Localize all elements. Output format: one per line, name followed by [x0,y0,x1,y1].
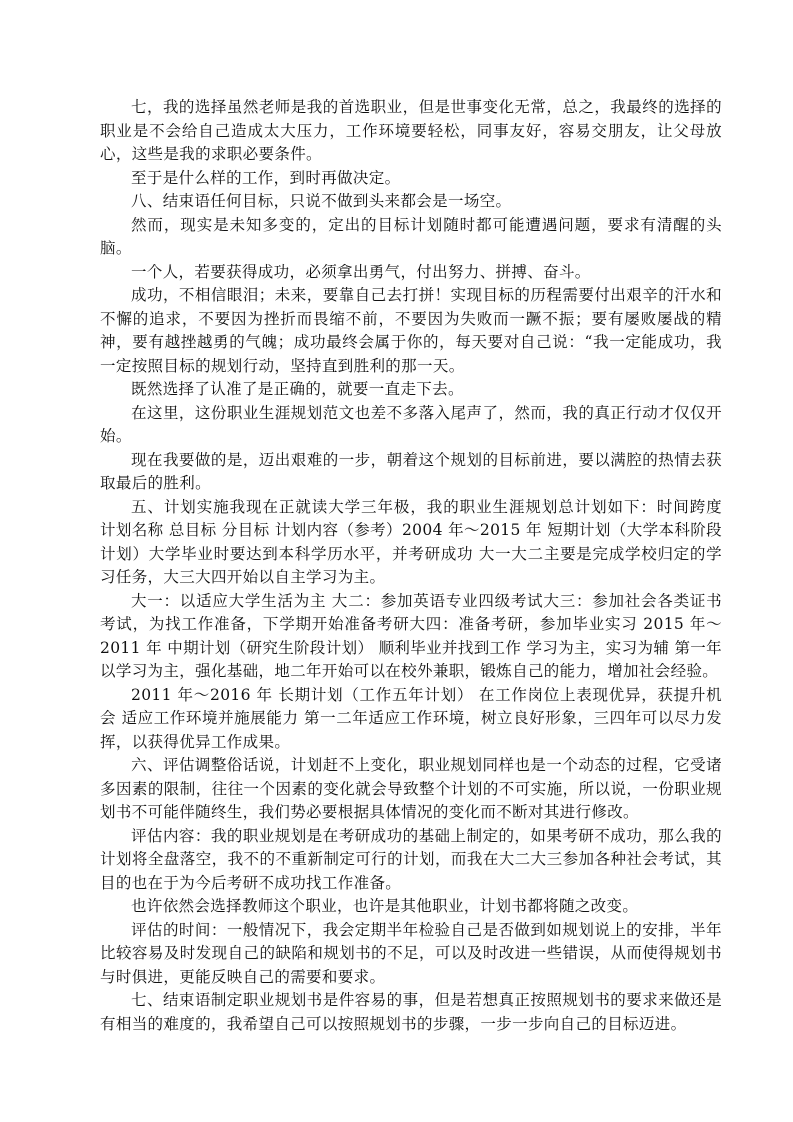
paragraph: 在这里，这份职业生涯规划范文也差不多落入尾声了，然而，我的真正行动才仅仅开始。 [100,403,722,445]
paragraph: 一个人，若要获得成功，必须拿出勇气，付出努力、拼搏、奋斗。 [131,262,591,281]
paragraph: 七，我的选择虽然老师是我的首选职业，但是世事变化无常，总之，我最终的选择的职业是不会给自己造成太大压力，工作环境要轻松，同事友好，容易交朋友，让父母放心，这些是我的求职必要条件。 [100,98,722,163]
paragraph: 六、评估调整俗话说，计划赶不上变化，职业规划同样也是一个动态的过程，它受诸多因素的限制，往往一个因素的变化就会导致整个计划的不可实施，所以说，一份职业规划书不可能伴随终生，我们势必要根据具体情况的变化而不断对其进行修改。 [100,756,722,821]
paragraph: 五、计划实施我现在正就读大学三年极，我的职业生涯规划总计划如下：时间跨度 计划名称 总目标 分目标 计划内容（参考）2004 年～2015 年 短期计划（大学本科阶段计划）大学毕业时要达到本科学历水平，并考研成功 大一大二主要是完成学校归定的学习任务，大三大四开始以自主学习为主。 [100,497,722,586]
document-body [100,96,722,1036]
paragraph: 评估内容：我的职业规划是在考研成功的基础上制定的，如果考研不成功，那么我的计划将全盘落空，我不的不重新制定可行的计划，而我在大二大三参加各种社会考试，其目的也在于为今后考研不成功找工作准备。 [100,826,722,892]
paragraph: 八、结束语任何目标，只说不做到头来都会是一场空。 [131,192,512,210]
paragraph: 大一：以适应大学生活为主 大二：参加英语专业四级考试大三：参加社会各类证书考试，为找工作准备，下学期开始准备考研大四：准备考研，参加毕业实习 2015 年～2011 年 中期计划（研究生阶段计划） 顺利毕业并找到工作 学习为主，实习为辅 第一年以学习为主，强化基础，地二年开始可以在校外兼职，锻炼自己的能力，增加社会经验。 [100,591,722,680]
paragraph: 至于是什么样的工作，到时再做决定。 [131,168,401,187]
paragraph: 也许依然会选择教师这个职业，也许是其他职业，计划书都将随之改变。 [131,897,639,915]
paragraph: 现在我要做的是，迈出艰难的一步，朝着这个规划的目标前进，要以满腔的热情去获取最后的胜利。 [100,450,722,492]
paragraph: 2011 年～2016 年 长期计划（工作五年计划） 在工作岗位上表现优异，获提升机会 适应工作环境并施展能力 第一二年适应工作环境，树立良好形象，三四年可以尽力发挥，以获得优异工作成果。 [100,685,722,751]
paragraph: 成功，不相信眼泪；未来，要靠自己去打拼！实现目标的历程需要付出艰辛的汗水和不懈的追求，不要因为挫折而畏缩不前，不要因为失败而一蹶不振；要有屡败屡战的精神，要有越挫越勇的气魄；成功最终会属于你的，每天要对自己说：“我一定能成功，我一定按照目标的规划行动，坚持直到胜利的那一天。 [100,286,722,375]
paragraph: 然而，现实是未知多变的，定出的目标计划随时都可能遭遇问题，要求有清醒的头脑。 [100,215,722,257]
paragraph: 既然选择了认准了是正确的，就要一直走下去。 [131,380,464,398]
paragraph: 七、结束语制定职业规划书是件容易的事，但是若想真正按照规划书的要求来做还是有相当的难度的，我希望自己可以按照规划书的步骤，一步一步向自己的目标迈进。 [100,991,722,1033]
paragraph: 评估的时间：一般情况下，我会定期半年检验自己是否做到如规划说上的安排，半年比较容易及时发现自己的缺陷和规划书的不足，可以及时改进一些错误，从而使得规划书与时俱进，更能反映自己的需要和要求。 [100,920,722,986]
